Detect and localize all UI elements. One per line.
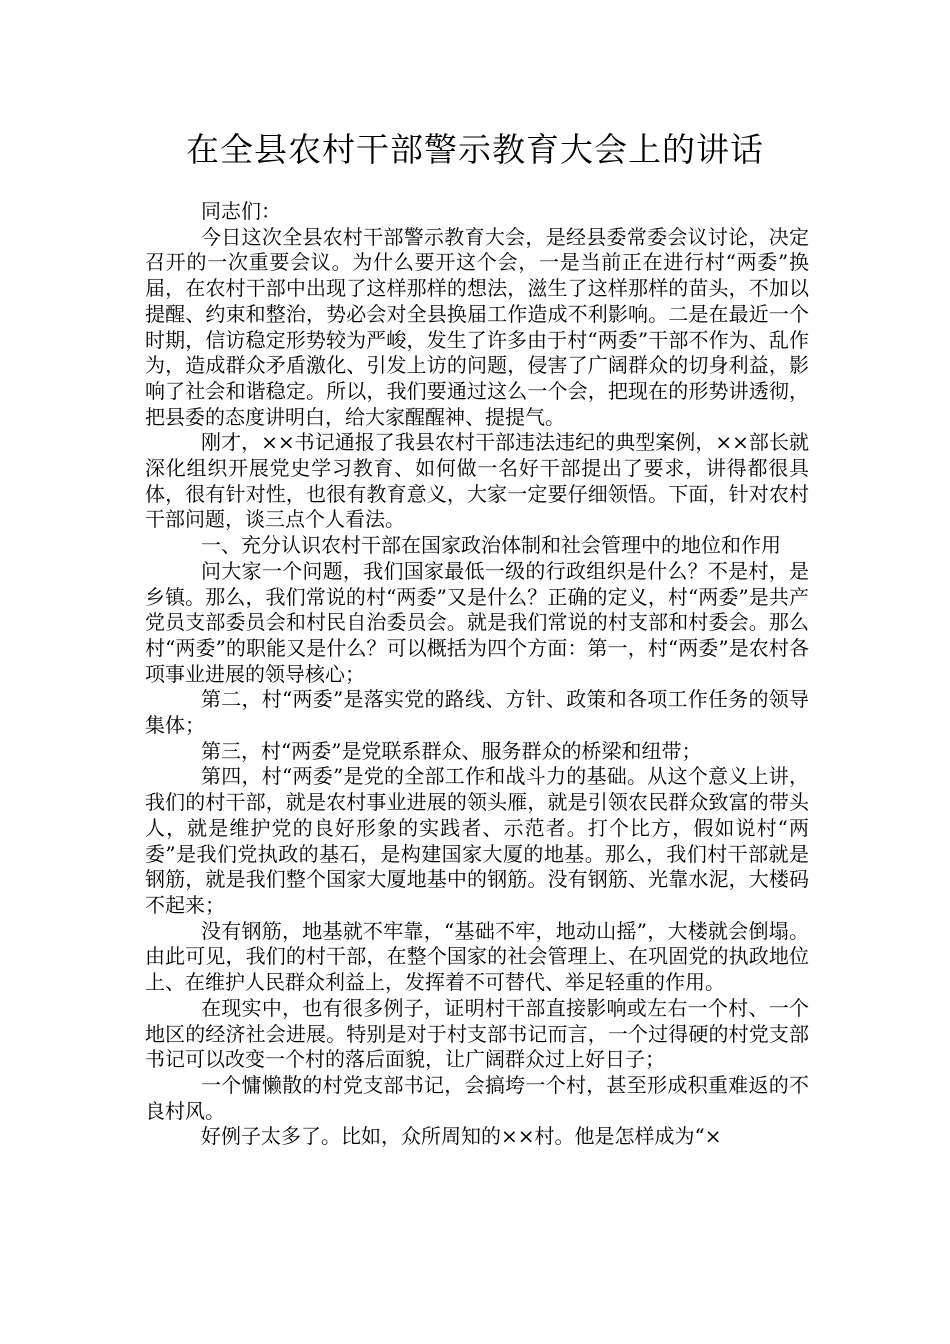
paragraph: 第三，村“两委”是党联系群众、服务群众的桥梁和纽带；	[201, 738, 702, 763]
paragraph: 好例子太多了。比如，众所周知的××村。他是怎样成为“×	[201, 1124, 722, 1149]
paragraph: 今日这次全县农村干部警示教育大会，是经县委常委会议讨论，决定召开的一次重要会议。为什么要开这个会，一是当前正在进行村“两委”换届，在农村干部中出现了这样那样的想法，滋生了这样那样的苗头，不加以提醒、约束和整治，势必会对全县换届工作造成不利影响。二是在最近一个时期，信访稳定形势较为严峻，发生了许多由于村“两委”干部不作为、乱作为，造成群众矛盾激化、引发上访的问题，侵害了广阔群众的切身利益，影响了社会和谐稳定。所以，我们要通过这么一个会，把现在的形势讲透彻，把县委的态度讲明白，给大家醒醒神、提提气。	[145, 224, 809, 429]
paragraph: 问大家一个问题，我们国家最低一级的行政组织是什么？不是村，是乡镇。那么，我们常说的村“两委”又是什么？正确的定义，村“两委”是共产党员支部委员会和村民自治委员会。就是我们常说的村支部和村委会。那么村“两委”的职能又是什么？可以概括为四个方面：第一，村“两委”是农村各项事业进展的领导核心；	[145, 558, 809, 686]
paragraph: 第四，村“两委”是党的全部工作和战斗力的基础。从这个意义上讲，我们的村干部，就是农村事业进展的领头雁，就是引领农民群众致富的带头人，就是维护党的良好形象的实践者、示范者。打个比方，假如说村“两委”是我们党执政的基石，是构建国家大厦的地基。那么，我们村干部就是钢筋，就是我们整个国家大厦地基中的钢筋。没有钢筋、光靠水泥，大楼码不起来；	[145, 764, 809, 917]
paragraph: 一个慵懒散的村党支部书记，会搞垮一个村，甚至形成积重难返的不良村风。	[145, 1072, 809, 1123]
document-title: 在全县农村干部警示教育大会上的讲话	[186, 130, 764, 169]
paragraph: 刚才，××书记通报了我县农村干部违法违纪的典型案例，××部长就深化组织开展党史学习教育、如何做一名好干部提出了要求，讲得都很具体，很有针对性，也很有教育意义，大家一定要仔细领悟。下面，针对农村干部问题，谈三点个人看法。	[145, 430, 809, 532]
paragraph: 第二，村“两委”是落实党的路线、方针、政策和各项工作任务的领导集体；	[145, 687, 809, 738]
document-body	[145, 199, 809, 1150]
paragraph: 在现实中，也有很多例子，证明村干部直接影响或左右一个村、一个地区的经济社会进展。特别是对于村支部书记而言，一个过得硬的村党支部书记可以改变一个村的落后面貌，让广阔群众过上好日子；	[145, 995, 809, 1072]
paragraph: 没有钢筋，地基就不牢靠，“基础不牢，地动山摇”，大楼就会倒塌。由此可见，我们的村干部，在整个国家的社会管理上、在巩固党的执政地位上、在维护人民群众利益上，发挥着不可替代、举足轻重的作用。	[145, 918, 809, 995]
paragraph-salutation: 同志们：	[201, 199, 281, 223]
section-heading: 一、充分认识农村干部在国家政治体制和社会管理中的地位和作用	[201, 533, 781, 558]
